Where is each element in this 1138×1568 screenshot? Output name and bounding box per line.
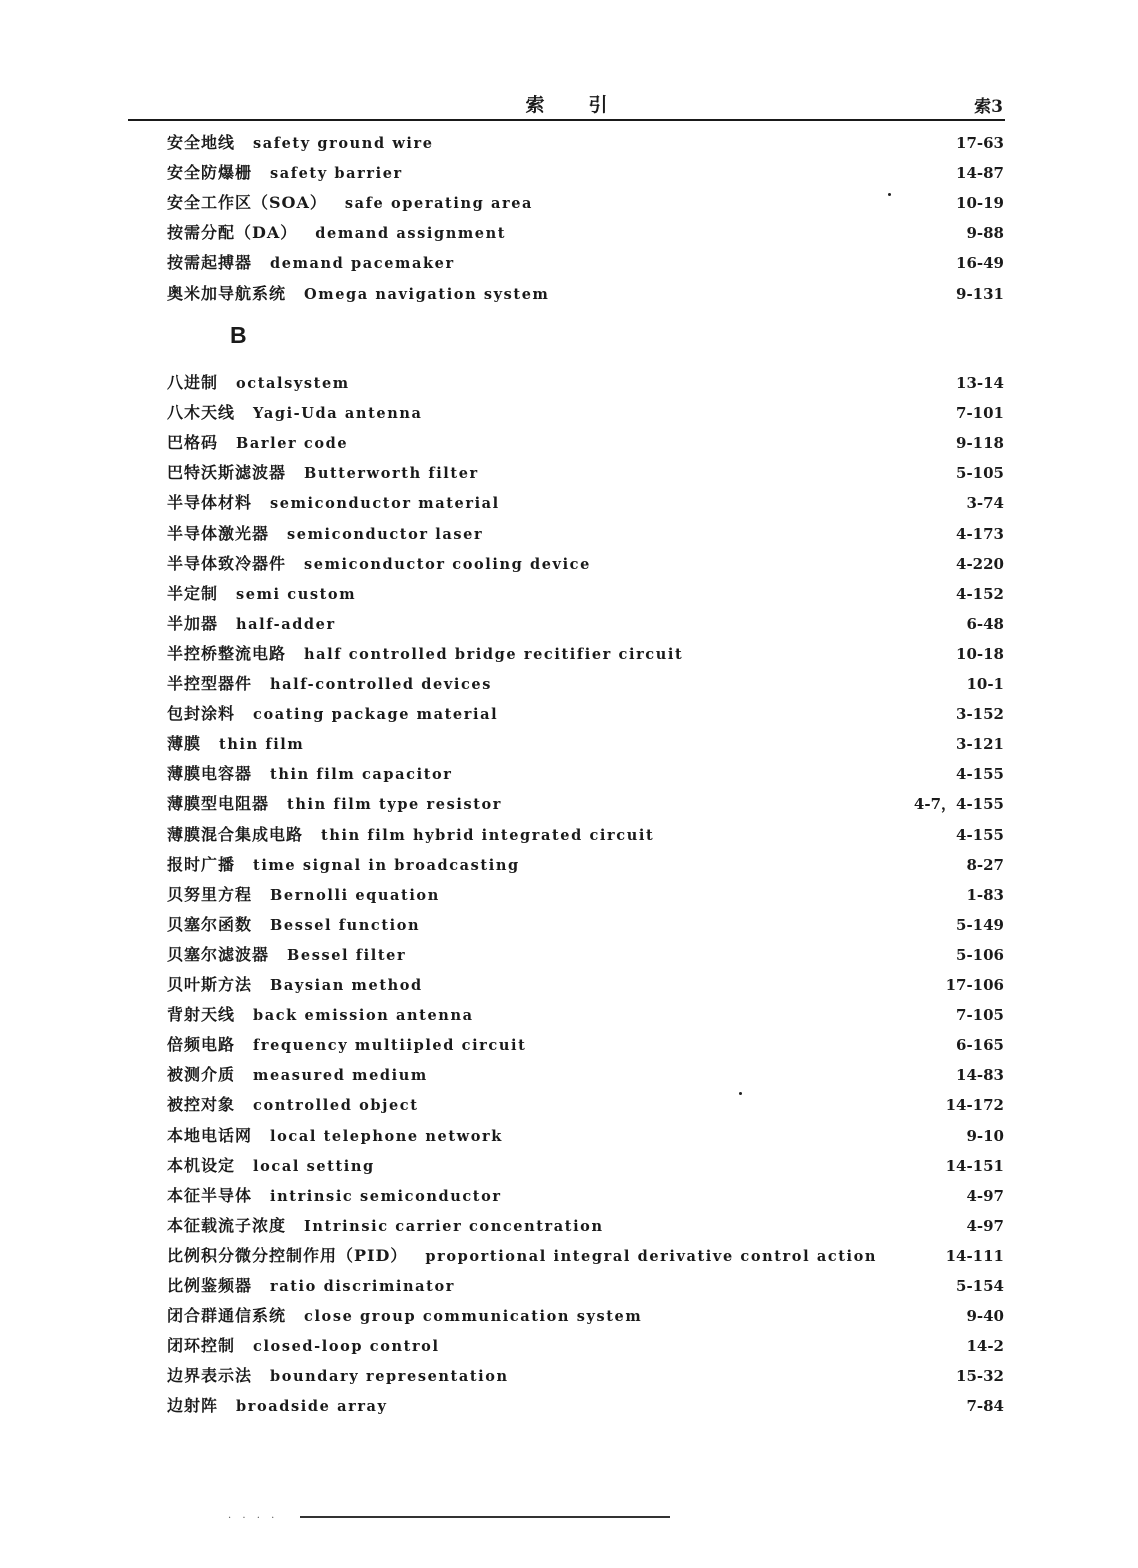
entry-chinese-term: 半导体材料 [167, 493, 253, 513]
entry-english-term: closed-loop control [253, 1338, 440, 1356]
entry-chinese-term: 半导体激光器 [167, 523, 270, 543]
entry-english-term: Baysian method [270, 977, 423, 994]
index-entry [167, 1001, 1004, 1029]
entry-page-ref: 5-105 [956, 464, 1004, 483]
index-entry [167, 881, 1004, 909]
entry-english-term: demand assignment [315, 225, 507, 243]
entry-english-term: frequency multiipled circuit [253, 1037, 527, 1055]
index-entry [167, 941, 1004, 969]
entry-english-term: proportional integral derivative control action [425, 1247, 878, 1265]
entry-english-term: thin film [219, 736, 305, 754]
entry-english-term: ratio discriminator [270, 1278, 455, 1295]
entry-chinese-term: 薄膜型电阻器 [167, 794, 270, 814]
entry-chinese-term: 倍频电路 [167, 1035, 236, 1055]
entry-chinese-term: 薄膜混合集成电路 [167, 824, 304, 844]
entry-chinese-term: 半控桥整流电路 [167, 643, 287, 663]
entry-chinese-term: 报时广播 [167, 854, 236, 874]
entry-chinese-term: 比例鉴频器 [167, 1276, 253, 1295]
entry-english-term: half controlled bridge recitifier circuit [304, 645, 684, 663]
entry-english-term: safe operating area [344, 195, 534, 213]
header-title: 索引 [525, 94, 652, 116]
index-entry [167, 1091, 1004, 1119]
entry-chinese-term: 贝努里方程 [167, 884, 253, 904]
entry-page-ref: 4-97 [966, 1216, 1004, 1235]
entry-chinese-term: 本征载流子浓度 [167, 1215, 287, 1235]
entry-page-ref: 4-155 [956, 825, 1004, 844]
entry-english-term: half-adder [236, 615, 336, 633]
entry-chinese-term: 比例积分微分控制作用（PID） [167, 1245, 408, 1265]
entry-page-ref: 14-111 [945, 1246, 1004, 1265]
header-rule [128, 119, 1005, 121]
scan-speck [739, 1092, 742, 1095]
entry-page-ref: 4-7，4-155 [913, 795, 1004, 814]
entry-chinese-term: 本征半导体 [167, 1185, 253, 1205]
index-entry [167, 550, 1004, 578]
entry-chinese-term: 按需分配（DA） [167, 223, 298, 243]
index-entry [167, 851, 1004, 879]
header-page-number: 索3 [974, 97, 1003, 117]
index-entry [167, 760, 1004, 788]
entry-english-term: Bernolli equation [270, 886, 440, 904]
entry-page-ref: 9-40 [966, 1307, 1004, 1326]
index-entry [167, 1242, 1004, 1270]
entry-chinese-term: 八进制 [167, 373, 219, 392]
entry-page-ref: 1-83 [966, 885, 1004, 904]
footer-dots: . . . . [228, 1510, 279, 1521]
entry-chinese-term: 贝叶斯方法 [167, 975, 253, 994]
index-entry [167, 369, 1004, 397]
index-entry [167, 280, 1004, 308]
entry-page-ref: 14-87 [956, 164, 1004, 183]
index-entry [167, 129, 1004, 157]
entry-chinese-term: 半导体致冷器件 [167, 553, 287, 573]
entry-english-term: Barler code [236, 435, 349, 453]
entry-chinese-term: 薄膜 [167, 734, 202, 754]
index-entry [167, 219, 1004, 247]
index-entry [167, 700, 1004, 728]
entry-page-ref: 4-97 [966, 1186, 1004, 1205]
entry-page-ref: 7-105 [956, 1006, 1004, 1025]
index-entry [167, 1272, 1004, 1300]
index-entry [167, 1031, 1004, 1059]
index-entry [167, 1152, 1004, 1180]
entry-page-ref: 9-88 [966, 224, 1004, 243]
index-entry [167, 459, 1004, 487]
entry-chinese-term: 贝塞尔函数 [167, 914, 253, 934]
index-entry [167, 1182, 1004, 1210]
entry-page-ref: 14-151 [945, 1156, 1004, 1175]
entry-page-ref: 5-106 [956, 945, 1004, 964]
entry-page-ref: 17-63 [956, 134, 1004, 152]
entry-page-ref: 4-220 [956, 554, 1004, 573]
entry-chinese-term: 背射天线 [167, 1005, 236, 1025]
entry-page-ref: 9-118 [956, 434, 1004, 453]
index-entry [167, 189, 1004, 217]
index-entry [167, 1122, 1004, 1150]
index-entry [167, 159, 1004, 187]
index-entry [167, 821, 1004, 849]
entry-chinese-term: 被测介质 [167, 1065, 236, 1085]
entry-chinese-term: 半加器 [167, 613, 219, 633]
index-entry [167, 489, 1004, 517]
entry-page-ref: 14-172 [945, 1096, 1004, 1115]
entry-page-ref: 15-32 [956, 1367, 1004, 1386]
entry-chinese-term: 本机设定 [167, 1155, 236, 1175]
index-entry [167, 730, 1004, 758]
entry-page-ref: 7-101 [956, 404, 1004, 423]
entry-english-term: safety ground wire [253, 135, 434, 152]
entry-chinese-term: 巴特沃斯滤波器 [167, 463, 287, 483]
entry-page-ref: 6-165 [956, 1036, 1004, 1055]
entry-english-term: measured medium [253, 1067, 428, 1085]
entry-page-ref: 4-173 [956, 524, 1004, 543]
index-entry [167, 911, 1004, 939]
running-header [128, 88, 1005, 120]
index-entry [167, 971, 1004, 999]
index-entry [167, 1362, 1004, 1390]
entry-chinese-term: 半控型器件 [167, 674, 253, 693]
entry-english-term: thin film capacitor [270, 766, 453, 784]
entry-page-ref: 14-2 [966, 1337, 1004, 1356]
entry-english-term: thin film hybrid integrated circuit [321, 826, 655, 844]
index-entry [167, 1061, 1004, 1089]
entry-chinese-term: 闭合群通信系统 [167, 1306, 287, 1326]
index-entry [167, 1212, 1004, 1240]
entry-chinese-term: 半定制 [167, 583, 219, 603]
index-entry [167, 640, 1004, 668]
entry-chinese-term: 贝塞尔滤波器 [167, 944, 270, 964]
entry-english-term: Yagi-Uda antenna [253, 405, 423, 423]
scan-speck [888, 193, 891, 196]
entry-chinese-term: 安全地线 [167, 133, 236, 152]
entry-english-term: broadside array [236, 1398, 388, 1416]
entry-english-term: boundary representation [270, 1368, 509, 1386]
index-entry [167, 1302, 1004, 1330]
entry-english-term: Bessel filter [287, 946, 407, 964]
entry-chinese-term: 巴格码 [167, 433, 219, 453]
entry-english-term: time signal in broadcasting [253, 856, 520, 874]
index-entry [167, 1392, 1004, 1420]
entry-english-term: Bessel function [270, 916, 421, 934]
section-letter-b: B [230, 322, 247, 348]
entry-chinese-term: 安全防爆栅 [167, 163, 253, 183]
entry-english-term: semiconductor material [270, 495, 500, 513]
entry-chinese-term: 边射阵 [167, 1396, 219, 1416]
index-entry [167, 399, 1004, 427]
entry-page-ref: 4-152 [956, 584, 1004, 603]
entry-page-ref: 5-154 [956, 1277, 1004, 1295]
entry-chinese-term: 被控对象 [167, 1095, 236, 1115]
index-entry [167, 580, 1004, 608]
entry-page-ref: 9-10 [966, 1126, 1004, 1145]
entry-page-ref: 7-84 [966, 1397, 1004, 1416]
entry-chinese-term: 边界表示法 [167, 1366, 253, 1386]
index-entry [167, 429, 1004, 457]
index-entry [167, 1332, 1004, 1360]
entry-english-term: half-controlled devices [270, 676, 492, 693]
entry-chinese-term: 安全工作区（SOA） [167, 193, 327, 213]
entry-page-ref: 13-14 [956, 374, 1004, 392]
entry-english-term: octalsystem [236, 375, 350, 392]
entry-english-term: demand pacemaker [270, 255, 455, 273]
entry-page-ref: 16-49 [956, 254, 1004, 273]
entry-page-ref: 14-83 [956, 1066, 1004, 1085]
entry-page-ref: 4-155 [956, 765, 1004, 784]
entry-english-term: Butterworth filter [304, 465, 479, 483]
index-entry [167, 610, 1004, 638]
index-entry [167, 670, 1004, 698]
entry-page-ref: 9-131 [956, 284, 1004, 303]
entry-english-term: semiconductor laser [287, 525, 484, 543]
entry-page-ref: 10-1 [966, 675, 1004, 693]
entry-page-ref: 17-106 [945, 976, 1004, 994]
entry-chinese-term: 本地电话网 [167, 1125, 253, 1145]
entry-english-term: controlled object [253, 1097, 419, 1115]
entry-chinese-term: 按需起搏器 [167, 253, 253, 273]
entry-page-ref: 3-121 [956, 735, 1004, 754]
footer-rule [300, 1516, 670, 1518]
entry-english-term: intrinsic semiconductor [270, 1187, 502, 1205]
entry-page-ref: 8-27 [966, 855, 1004, 874]
entry-english-term: local setting [253, 1157, 375, 1175]
entry-page-ref: 3-152 [956, 705, 1004, 724]
entry-page-ref: 10-19 [956, 194, 1004, 213]
entry-english-term: back emission antenna [253, 1007, 474, 1025]
entry-english-term: close group communication system [304, 1308, 643, 1326]
entry-english-term: coating package material [253, 706, 499, 724]
entry-chinese-term: 包封涂料 [167, 704, 236, 724]
entry-page-ref: 3-74 [966, 494, 1004, 513]
entry-english-term: thin film type resistor [287, 796, 503, 814]
entry-chinese-term: 闭环控制 [167, 1336, 236, 1356]
index-entry [167, 520, 1004, 548]
entry-english-term: semiconductor cooling device [304, 555, 591, 573]
entry-english-term: local telephone network [270, 1127, 503, 1145]
entry-english-term: semi custom [236, 585, 357, 603]
entry-chinese-term: 八木天线 [167, 403, 236, 423]
entry-chinese-term: 奥米加导航系统 [167, 283, 287, 303]
entry-chinese-term: 薄膜电容器 [167, 764, 253, 784]
entry-page-ref: 5-149 [956, 915, 1004, 934]
entry-page-ref: 6-48 [966, 614, 1004, 633]
entry-english-term: Omega navigation system [304, 285, 550, 303]
index-entry [167, 249, 1004, 277]
entry-page-ref: 10-18 [956, 644, 1004, 663]
index-entry [167, 790, 1004, 818]
entry-english-term: safety barrier [270, 165, 403, 183]
entry-english-term: Intrinsic carrier concentration [304, 1217, 604, 1235]
